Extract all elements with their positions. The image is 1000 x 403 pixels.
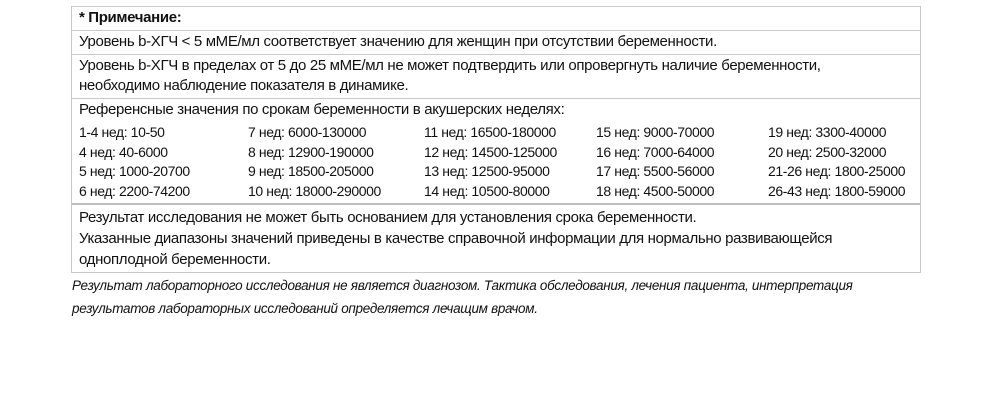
note-line-1: Уровень b-ХГЧ < 5 мМЕ/мл соответствует значению для женщин при отсутствии беременности. [72, 31, 920, 55]
note-line-2a: Уровень b-ХГЧ в пределах от 5 до 25 мМЕ/мл не может подтвердить или опровергнуть наличие беременности, [79, 57, 821, 74]
disclaimer-line-2: результатов лабораторных исследований определяется лечащим врачом. [72, 301, 538, 316]
disclaimer [72, 274, 853, 320]
reference-value: 17 нед: 5500-56000 [596, 163, 715, 179]
note-title: * Примечание: [72, 7, 920, 31]
reference-value: 4 нед: 40-6000 [79, 143, 168, 160]
reference-value: 21-26 нед: 1800-25000 [768, 163, 906, 179]
reference-values [72, 99, 920, 205]
reference-value: 15 нед: 9000-70000 [596, 124, 715, 140]
result-line-2b: одноплодной беременности. [79, 251, 271, 268]
reference-value: 8 нед: 12900-190000 [248, 143, 374, 160]
reference-value: 6 нед: 2200-74200 [79, 182, 190, 199]
reference-value: 14 нед: 10500-80000 [424, 182, 550, 199]
disclaimer-line-1: Результат лабораторного исследования не является диагнозом. Тактика обследования, лечения пациента, интерпретация [72, 278, 853, 293]
reference-value: 13 нед: 12500-95000 [424, 163, 550, 179]
note-table [71, 6, 921, 273]
reference-value: 18 нед: 4500-50000 [596, 182, 715, 199]
reference-value: 12 нед: 14500-125000 [424, 143, 557, 160]
result-line-1: Результат исследования не может быть основанием для установления срока беременности. [79, 209, 697, 226]
note-line-2 [72, 55, 920, 99]
reference-value: 20 нед: 2500-32000 [768, 143, 887, 160]
reference-value: 10 нед: 18000-290000 [248, 182, 381, 199]
reference-value: 11 нед: 16500-180000 [424, 124, 556, 140]
result-line-2a: Указанные диапазоны значений приведены в качестве справочной информации для нормально развивающейся [79, 230, 833, 247]
reference-value: 1-4 нед: 10-50 [79, 124, 165, 140]
note-line-2b: необходимо наблюдение показателя в динамике. [79, 77, 409, 94]
reference-value: 7 нед: 6000-130000 [248, 124, 367, 140]
reference-value: 9 нед: 18500-205000 [248, 163, 374, 179]
reference-value: 5 нед: 1000-20700 [79, 163, 190, 179]
reference-value: 19 нед: 3300-40000 [768, 124, 887, 140]
reference-value: 26-43 нед: 1800-59000 [768, 182, 906, 199]
reference-value: 16 нед: 7000-64000 [596, 143, 715, 160]
reference-title: Референсные значения по срокам беременности в акушерских неделях: [79, 101, 565, 118]
result-notes [72, 205, 920, 272]
reference-grid [79, 123, 913, 201]
